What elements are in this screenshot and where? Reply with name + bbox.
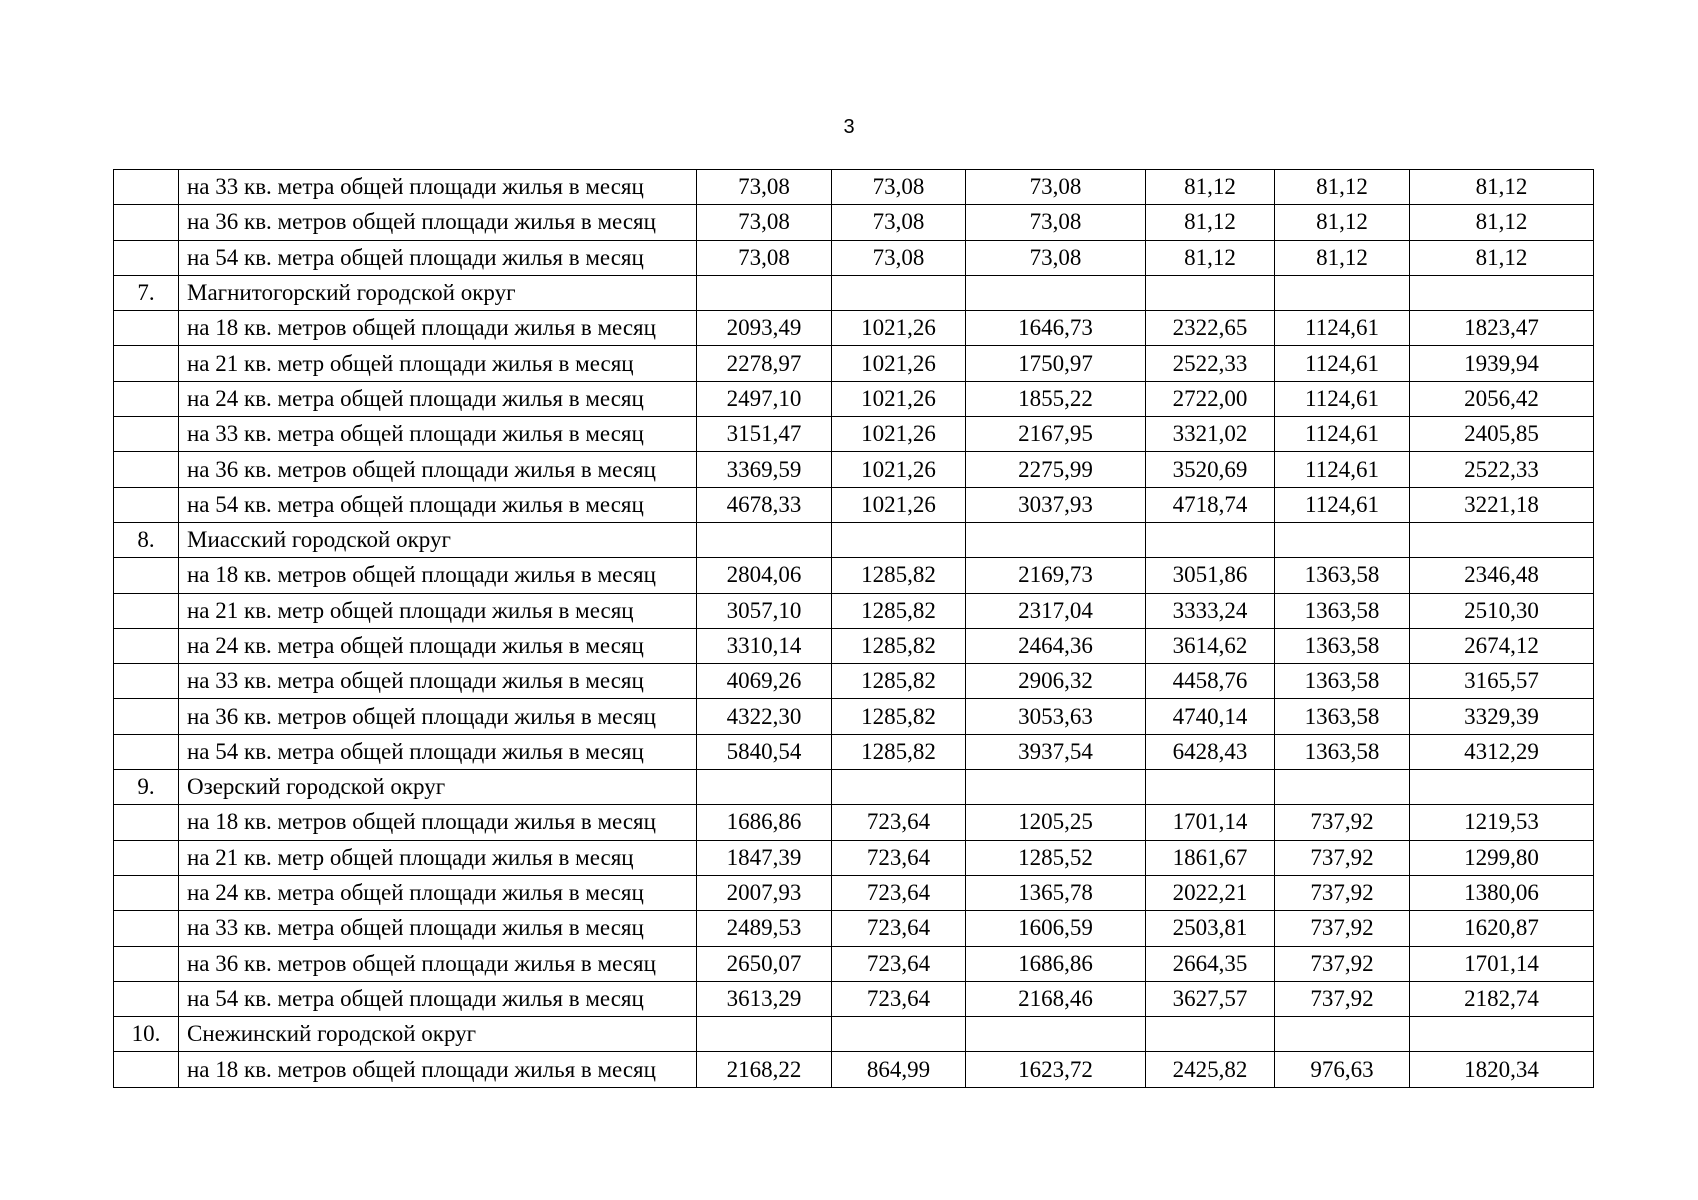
value-cell-col-2: 1021,26 — [832, 487, 966, 522]
value-cell-col-4: 3051,86 — [1146, 558, 1275, 593]
area-description-cell: на 36 кв. метров общей площади жилья в месяц — [179, 452, 697, 487]
value-cell-col-4: 4718,74 — [1146, 487, 1275, 522]
value-cell-col-6: 1939,94 — [1410, 346, 1594, 381]
value-cell-col-1: 2278,97 — [697, 346, 832, 381]
area-description-cell: на 36 кв. метров общей площади жилья в месяц — [179, 946, 697, 981]
value-cell-col-5: 1363,58 — [1275, 734, 1410, 769]
value-cell-col-4: 2503,81 — [1146, 911, 1275, 946]
row-number-cell — [114, 699, 179, 734]
value-cell-col-1: 3057,10 — [697, 593, 832, 628]
value-cell-col-3: 1285,52 — [966, 840, 1146, 875]
value-cell-col-4: 81,12 — [1146, 240, 1275, 275]
value-cell-col-4: 1861,67 — [1146, 840, 1275, 875]
value-cell-col-3: 1205,25 — [966, 805, 1146, 840]
table-row — [114, 840, 1594, 875]
row-number-cell: 10. — [114, 1017, 179, 1052]
row-number-cell — [114, 487, 179, 522]
row-number-cell — [114, 805, 179, 840]
value-cell-col-5: 1124,61 — [1275, 311, 1410, 346]
table-row — [114, 946, 1594, 981]
value-cell-col-2 — [832, 770, 966, 805]
area-description-cell: на 18 кв. метров общей площади жилья в месяц — [179, 1052, 697, 1087]
value-cell-col-2: 1285,82 — [832, 734, 966, 769]
value-cell-col-1: 4322,30 — [697, 699, 832, 734]
value-cell-col-6 — [1410, 1017, 1594, 1052]
table-row — [114, 381, 1594, 416]
row-number-cell — [114, 628, 179, 663]
row-number-cell — [114, 417, 179, 452]
value-cell-col-3: 3937,54 — [966, 734, 1146, 769]
value-cell-col-2: 864,99 — [832, 1052, 966, 1087]
value-cell-col-6: 2522,33 — [1410, 452, 1594, 487]
area-description-cell: на 21 кв. метр общей площади жилья в месяц — [179, 840, 697, 875]
value-cell-col-5 — [1275, 1017, 1410, 1052]
table-row — [114, 558, 1594, 593]
value-cell-col-6: 81,12 — [1410, 205, 1594, 240]
value-cell-col-5 — [1275, 770, 1410, 805]
value-cell-col-2: 1021,26 — [832, 417, 966, 452]
row-number-cell — [114, 664, 179, 699]
value-cell-col-1: 2007,93 — [697, 875, 832, 910]
value-cell-col-3: 1365,78 — [966, 875, 1146, 910]
value-cell-col-3: 2169,73 — [966, 558, 1146, 593]
value-cell-col-6 — [1410, 275, 1594, 310]
value-cell-col-2 — [832, 275, 966, 310]
value-cell-col-3: 2906,32 — [966, 664, 1146, 699]
value-cell-col-4: 2322,65 — [1146, 311, 1275, 346]
row-number-cell — [114, 311, 179, 346]
value-cell-col-3: 2464,36 — [966, 628, 1146, 663]
value-cell-col-2: 1285,82 — [832, 593, 966, 628]
area-description-cell: на 33 кв. метра общей площади жилья в месяц — [179, 417, 697, 452]
value-cell-col-1 — [697, 522, 832, 557]
value-cell-col-1: 73,08 — [697, 240, 832, 275]
table-row — [114, 805, 1594, 840]
row-number-cell — [114, 593, 179, 628]
area-description-cell: на 36 кв. метров общей площади жилья в месяц — [179, 205, 697, 240]
table-row — [114, 593, 1594, 628]
row-number-cell — [114, 346, 179, 381]
row-number-cell: 8. — [114, 522, 179, 557]
value-cell-col-2: 1285,82 — [832, 558, 966, 593]
row-number-cell — [114, 240, 179, 275]
row-number-cell — [114, 840, 179, 875]
area-description-cell: на 24 кв. метра общей площади жилья в месяц — [179, 628, 697, 663]
value-cell-col-2: 1285,82 — [832, 699, 966, 734]
value-cell-col-2: 723,64 — [832, 805, 966, 840]
value-cell-col-2: 723,64 — [832, 911, 966, 946]
row-number-cell — [114, 452, 179, 487]
value-cell-col-2 — [832, 522, 966, 557]
value-cell-col-4: 4458,76 — [1146, 664, 1275, 699]
district-name-cell: Магнитогорский городской округ — [179, 275, 697, 310]
value-cell-col-6: 1299,80 — [1410, 840, 1594, 875]
value-cell-col-6: 4312,29 — [1410, 734, 1594, 769]
value-cell-col-3: 3037,93 — [966, 487, 1146, 522]
value-cell-col-1: 3151,47 — [697, 417, 832, 452]
value-cell-col-1 — [697, 275, 832, 310]
value-cell-col-6: 2510,30 — [1410, 593, 1594, 628]
value-cell-col-5: 81,12 — [1275, 170, 1410, 205]
value-cell-col-4: 2522,33 — [1146, 346, 1275, 381]
value-cell-col-5: 737,92 — [1275, 981, 1410, 1016]
value-cell-col-4 — [1146, 770, 1275, 805]
value-cell-col-6: 3329,39 — [1410, 699, 1594, 734]
area-description-cell: на 54 кв. метра общей площади жилья в месяц — [179, 240, 697, 275]
value-cell-col-2: 1021,26 — [832, 452, 966, 487]
tariff-table — [113, 169, 1594, 1088]
section-row — [114, 1017, 1594, 1052]
table-row — [114, 205, 1594, 240]
table-row — [114, 240, 1594, 275]
value-cell-col-4: 81,12 — [1146, 205, 1275, 240]
value-cell-col-4: 4740,14 — [1146, 699, 1275, 734]
value-cell-col-3 — [966, 1017, 1146, 1052]
value-cell-col-6: 3165,57 — [1410, 664, 1594, 699]
value-cell-col-5: 1363,58 — [1275, 628, 1410, 663]
value-cell-col-1: 4678,33 — [697, 487, 832, 522]
value-cell-col-5: 1124,61 — [1275, 487, 1410, 522]
row-number-cell — [114, 734, 179, 769]
value-cell-col-3: 1646,73 — [966, 311, 1146, 346]
value-cell-col-5: 1363,58 — [1275, 664, 1410, 699]
value-cell-col-3: 2167,95 — [966, 417, 1146, 452]
value-cell-col-4: 3627,57 — [1146, 981, 1275, 1016]
value-cell-col-4: 3333,24 — [1146, 593, 1275, 628]
value-cell-col-1: 2093,49 — [697, 311, 832, 346]
row-number-cell — [114, 381, 179, 416]
value-cell-col-1: 2804,06 — [697, 558, 832, 593]
value-cell-col-2: 723,64 — [832, 840, 966, 875]
value-cell-col-1: 3369,59 — [697, 452, 832, 487]
value-cell-col-3: 1623,72 — [966, 1052, 1146, 1087]
value-cell-col-6: 1380,06 — [1410, 875, 1594, 910]
area-description-cell: на 24 кв. метра общей площади жилья в месяц — [179, 875, 697, 910]
row-number-cell — [114, 981, 179, 1016]
value-cell-col-4 — [1146, 1017, 1275, 1052]
value-cell-col-6: 1823,47 — [1410, 311, 1594, 346]
table-row — [114, 734, 1594, 769]
value-cell-col-4 — [1146, 275, 1275, 310]
area-description-cell: на 33 кв. метра общей площади жилья в месяц — [179, 170, 697, 205]
value-cell-col-5: 1124,61 — [1275, 381, 1410, 416]
value-cell-col-3: 3053,63 — [966, 699, 1146, 734]
table-row — [114, 311, 1594, 346]
value-cell-col-2 — [832, 1017, 966, 1052]
row-number-cell — [114, 875, 179, 910]
value-cell-col-4: 2022,21 — [1146, 875, 1275, 910]
value-cell-col-1: 2168,22 — [697, 1052, 832, 1087]
area-description-cell: на 33 кв. метра общей площади жилья в месяц — [179, 664, 697, 699]
value-cell-col-3: 1750,97 — [966, 346, 1146, 381]
value-cell-col-5: 1124,61 — [1275, 417, 1410, 452]
value-cell-col-6: 2182,74 — [1410, 981, 1594, 1016]
value-cell-col-2: 73,08 — [832, 205, 966, 240]
value-cell-col-5: 1124,61 — [1275, 452, 1410, 487]
value-cell-col-1: 73,08 — [697, 170, 832, 205]
value-cell-col-3: 2168,46 — [966, 981, 1146, 1016]
value-cell-col-1: 2497,10 — [697, 381, 832, 416]
value-cell-col-1: 5840,54 — [697, 734, 832, 769]
area-description-cell: на 36 кв. метров общей площади жилья в месяц — [179, 699, 697, 734]
value-cell-col-5: 976,63 — [1275, 1052, 1410, 1087]
value-cell-col-3 — [966, 275, 1146, 310]
value-cell-col-1: 1847,39 — [697, 840, 832, 875]
value-cell-col-6 — [1410, 770, 1594, 805]
table-row — [114, 664, 1594, 699]
section-row — [114, 522, 1594, 557]
value-cell-col-5: 1363,58 — [1275, 593, 1410, 628]
row-number-cell — [114, 946, 179, 981]
value-cell-col-5: 1124,61 — [1275, 346, 1410, 381]
value-cell-col-4: 3614,62 — [1146, 628, 1275, 663]
value-cell-col-4 — [1146, 522, 1275, 557]
value-cell-col-2: 73,08 — [832, 240, 966, 275]
value-cell-col-4: 2722,00 — [1146, 381, 1275, 416]
value-cell-col-1: 3310,14 — [697, 628, 832, 663]
area-description-cell: на 24 кв. метра общей площади жилья в месяц — [179, 381, 697, 416]
row-number-cell — [114, 170, 179, 205]
area-description-cell: на 54 кв. метра общей площади жилья в месяц — [179, 734, 697, 769]
value-cell-col-1: 1686,86 — [697, 805, 832, 840]
table-row — [114, 487, 1594, 522]
table-body — [114, 170, 1594, 1088]
value-cell-col-4: 2664,35 — [1146, 946, 1275, 981]
table-row — [114, 417, 1594, 452]
value-cell-col-5: 737,92 — [1275, 875, 1410, 910]
value-cell-col-6: 3221,18 — [1410, 487, 1594, 522]
value-cell-col-1 — [697, 770, 832, 805]
area-description-cell: на 54 кв. метра общей площади жилья в месяц — [179, 981, 697, 1016]
value-cell-col-5: 1363,58 — [1275, 558, 1410, 593]
row-number-cell — [114, 1052, 179, 1087]
value-cell-col-6: 1219,53 — [1410, 805, 1594, 840]
value-cell-col-6: 1820,34 — [1410, 1052, 1594, 1087]
value-cell-col-2: 1021,26 — [832, 381, 966, 416]
row-number-cell — [114, 558, 179, 593]
value-cell-col-4: 3520,69 — [1146, 452, 1275, 487]
value-cell-col-2: 1285,82 — [832, 628, 966, 663]
value-cell-col-6: 2346,48 — [1410, 558, 1594, 593]
district-name-cell: Миасский городской округ — [179, 522, 697, 557]
value-cell-col-2: 1021,26 — [832, 346, 966, 381]
value-cell-col-3: 73,08 — [966, 240, 1146, 275]
value-cell-col-2: 73,08 — [832, 170, 966, 205]
value-cell-col-5: 81,12 — [1275, 205, 1410, 240]
value-cell-col-4: 81,12 — [1146, 170, 1275, 205]
table-row — [114, 1052, 1594, 1087]
row-number-cell: 9. — [114, 770, 179, 805]
value-cell-col-5 — [1275, 275, 1410, 310]
value-cell-col-4: 6428,43 — [1146, 734, 1275, 769]
table-row — [114, 911, 1594, 946]
value-cell-col-5: 1363,58 — [1275, 699, 1410, 734]
value-cell-col-6: 2405,85 — [1410, 417, 1594, 452]
district-name-cell: Озерский городской округ — [179, 770, 697, 805]
value-cell-col-4: 3321,02 — [1146, 417, 1275, 452]
row-number-cell — [114, 205, 179, 240]
value-cell-col-1: 3613,29 — [697, 981, 832, 1016]
value-cell-col-5: 737,92 — [1275, 946, 1410, 981]
table-row — [114, 981, 1594, 1016]
table-row — [114, 875, 1594, 910]
value-cell-col-5 — [1275, 522, 1410, 557]
table-row — [114, 628, 1594, 663]
area-description-cell: на 33 кв. метра общей площади жилья в месяц — [179, 911, 697, 946]
value-cell-col-2: 723,64 — [832, 981, 966, 1016]
area-description-cell: на 18 кв. метров общей площади жилья в месяц — [179, 558, 697, 593]
value-cell-col-6: 81,12 — [1410, 170, 1594, 205]
value-cell-col-2: 723,64 — [832, 946, 966, 981]
value-cell-col-3: 2317,04 — [966, 593, 1146, 628]
value-cell-col-2: 723,64 — [832, 875, 966, 910]
section-row — [114, 275, 1594, 310]
value-cell-col-5: 737,92 — [1275, 840, 1410, 875]
area-description-cell: на 54 кв. метра общей площади жилья в месяц — [179, 487, 697, 522]
value-cell-col-6: 1620,87 — [1410, 911, 1594, 946]
value-cell-col-3 — [966, 770, 1146, 805]
value-cell-col-1 — [697, 1017, 832, 1052]
row-number-cell: 7. — [114, 275, 179, 310]
value-cell-col-5: 81,12 — [1275, 240, 1410, 275]
table-row — [114, 699, 1594, 734]
value-cell-col-3: 2275,99 — [966, 452, 1146, 487]
area-description-cell: на 21 кв. метр общей площади жилья в месяц — [179, 346, 697, 381]
value-cell-col-1: 2489,53 — [697, 911, 832, 946]
value-cell-col-1: 73,08 — [697, 205, 832, 240]
value-cell-col-1: 2650,07 — [697, 946, 832, 981]
value-cell-col-4: 1701,14 — [1146, 805, 1275, 840]
area-description-cell: на 18 кв. метров общей площади жилья в месяц — [179, 805, 697, 840]
value-cell-col-5: 737,92 — [1275, 911, 1410, 946]
value-cell-col-6 — [1410, 522, 1594, 557]
value-cell-col-6: 2056,42 — [1410, 381, 1594, 416]
page-number: 3 — [843, 116, 855, 138]
value-cell-col-5: 737,92 — [1275, 805, 1410, 840]
value-cell-col-3: 73,08 — [966, 205, 1146, 240]
value-cell-col-3: 1686,86 — [966, 946, 1146, 981]
value-cell-col-6: 2674,12 — [1410, 628, 1594, 663]
value-cell-col-6: 81,12 — [1410, 240, 1594, 275]
table-row — [114, 452, 1594, 487]
value-cell-col-4: 2425,82 — [1146, 1052, 1275, 1087]
row-number-cell — [114, 911, 179, 946]
area-description-cell: на 21 кв. метр общей площади жилья в месяц — [179, 593, 697, 628]
value-cell-col-3: 73,08 — [966, 170, 1146, 205]
value-cell-col-2: 1285,82 — [832, 664, 966, 699]
area-description-cell: на 18 кв. метров общей площади жилья в месяц — [179, 311, 697, 346]
value-cell-col-2: 1021,26 — [832, 311, 966, 346]
value-cell-col-3: 1855,22 — [966, 381, 1146, 416]
value-cell-col-3: 1606,59 — [966, 911, 1146, 946]
value-cell-col-3 — [966, 522, 1146, 557]
table-row — [114, 346, 1594, 381]
district-name-cell: Снежинский городской округ — [179, 1017, 697, 1052]
value-cell-col-1: 4069,26 — [697, 664, 832, 699]
value-cell-col-6: 1701,14 — [1410, 946, 1594, 981]
table-row — [114, 170, 1594, 205]
section-row — [114, 770, 1594, 805]
